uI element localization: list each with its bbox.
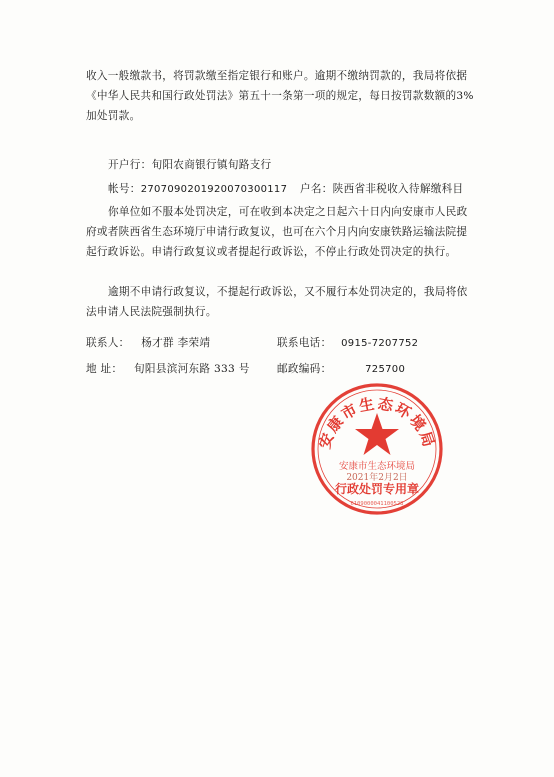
postal-line [277, 362, 405, 377]
seal-bottom-text: 行政处罚专用章 [334, 482, 420, 496]
seal-star-icon [355, 413, 399, 455]
bank-line: 开户行：旬阳农商银行镇旬路支行 [108, 159, 272, 171]
contact-person [86, 336, 210, 350]
official-seal [307, 379, 447, 519]
enforcement-paragraph: 逾期不申请行政复议，不提起行政诉讼，又不履行本处罚决定的，我局将依法申请人民法院强制执行。 [86, 286, 468, 318]
address-label: 地 址： [86, 363, 123, 375]
contact-phone [277, 336, 418, 351]
postal-code: 725700 [365, 364, 406, 375]
address-line [86, 362, 250, 376]
account-number: 2707090201920070300117 [140, 184, 288, 195]
seal-outer-text: 安康市生态环境局 [315, 394, 439, 451]
account-label: 帐号： [108, 183, 141, 195]
contact-names: 杨才群 李荣靖 [141, 337, 211, 349]
phone-number: 0915-7207752 [341, 338, 419, 349]
review-paragraph: 你单位如不服本处罚决定，可在收到本决定之日起六十日内向安康市人民政府或者陕西省生态环境厅申请行政复议，也可在六个月内向安康铁路运输法院提起行政诉讼。申请行政复议或者提起行政诉讼，不停止行政处罚决定的执行。 [86, 206, 468, 258]
account-line [108, 182, 287, 197]
phone-label: 联系电话： [277, 337, 332, 349]
contact-label: 联系人： [86, 337, 130, 349]
postal-label: 邮政编码： [277, 363, 332, 375]
seal-serial: 6109000041100528 [350, 501, 404, 507]
seal-inner-text: 安康市生态环境局 [338, 461, 416, 472]
payment-paragraph: 收入一般缴款书，将罚款缴至指定银行和账户。逾期不缴纳罚款的，我局将依据《中华人民共和国行政处罚法》第五十一条第一项的规定，每日按罚款数额的3%加处罚款。 [86, 70, 474, 122]
address-value: 旬阳县滨河东路 333 号 [134, 363, 250, 375]
account-name: 户名：陕西省非税收入待解缴科目 [300, 183, 464, 195]
seal-date: 2021年2月2日 [346, 473, 408, 483]
